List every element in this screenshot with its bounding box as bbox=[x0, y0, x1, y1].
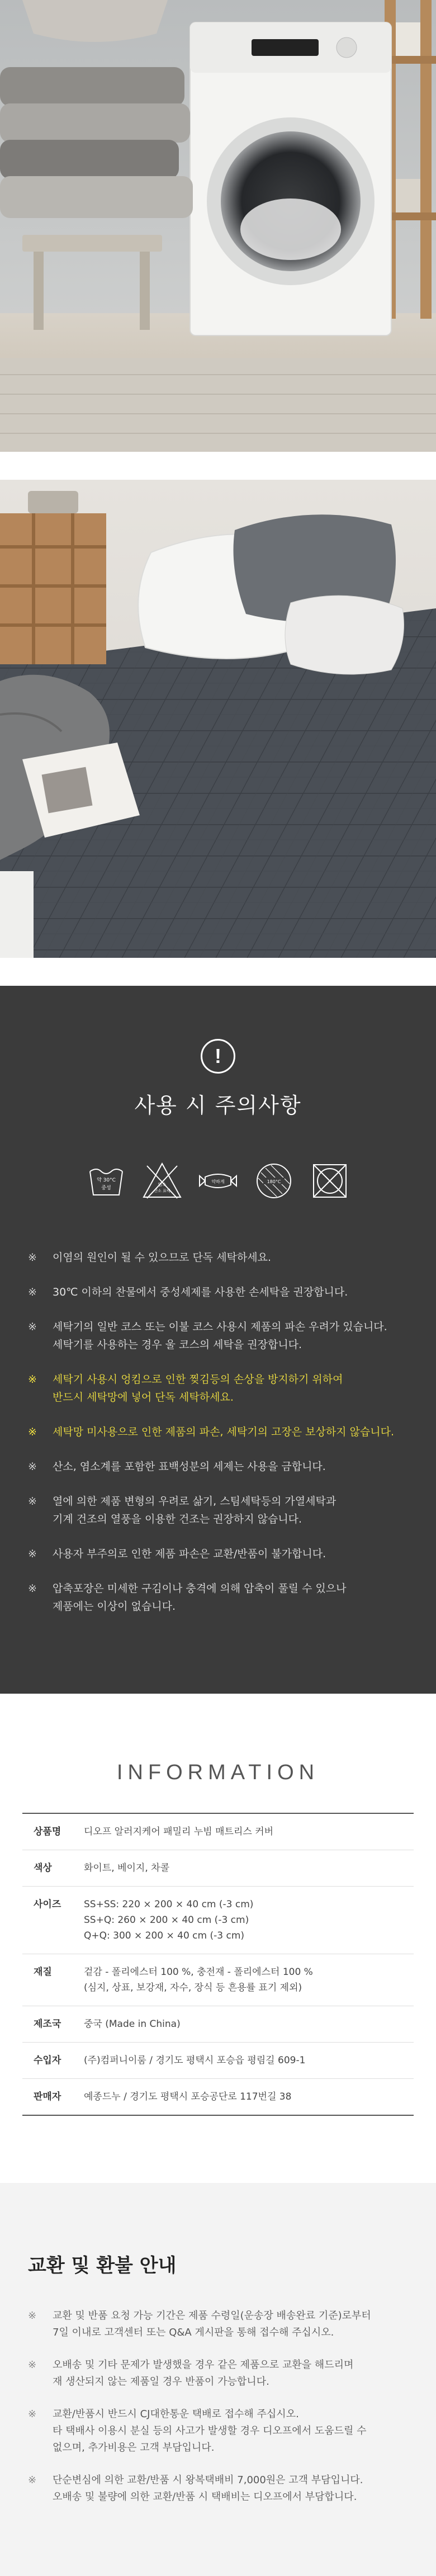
info-label: 재질 bbox=[22, 1954, 84, 2006]
caution-item-highlight bbox=[28, 1370, 408, 1406]
reference-mark: ※ bbox=[28, 2408, 37, 2420]
info-label: 수입자 bbox=[22, 2043, 84, 2079]
caution-item-text: 산소, 염소계를 포함한 표백성분의 세제는 사용을 금합니다. bbox=[53, 1460, 326, 1473]
caution-list bbox=[0, 1249, 436, 1615]
wash-temp-text: 약 30°C bbox=[97, 1178, 116, 1183]
reference-mark: ※ bbox=[28, 1548, 37, 1560]
wring-text: 약하게 bbox=[211, 1179, 225, 1184]
alert-symbol: ! bbox=[215, 1044, 221, 1067]
refund-title: 교환 및 환불 안내 bbox=[28, 2254, 177, 2277]
caution-item-text: 세탁기의 일반 코스 또는 이불 코스 사용시 제품의 파손 우려가 있습니다. 세탁기를 사용하는 경우 울 코스의 세탁을 권장합니다. bbox=[53, 1321, 387, 1351]
caution-item-text: 열에 의한 제품 변형의 우려로 삶기, 스팀세탁등의 가열세탁과 기계 건조의 열풍을 이용한 건조는 권장하지 않습니다. bbox=[53, 1495, 337, 1525]
bleach-text-1: 염소 bbox=[158, 1182, 167, 1187]
reference-mark: ※ bbox=[28, 2474, 37, 2486]
reference-mark: ※ bbox=[28, 2359, 37, 2371]
quilted-mattress-image bbox=[0, 480, 436, 958]
alert-icon bbox=[201, 1039, 235, 1074]
refund-item bbox=[28, 2472, 408, 2506]
information-section bbox=[0, 1694, 436, 2183]
caution-item bbox=[28, 1545, 408, 1563]
caution-item-text: 30℃ 이하의 찬물에서 중성세제를 사용한 손세탁을 권장합니다. bbox=[53, 1286, 348, 1298]
caution-item bbox=[28, 1492, 408, 1528]
info-label: 제조국 bbox=[22, 2006, 84, 2043]
info-label: 판매자 bbox=[34, 2091, 61, 2102]
caution-title: 사용 시 주의사항 bbox=[134, 1093, 302, 1118]
laundry-photo bbox=[0, 0, 436, 452]
refund-item-text: 교환/반품시 반드시 CJ대한통운 택배로 접수해 주십시오. 타 택배사 이용시 분실 등의 사고가 발생할 경우 디오프에서 도움드릴 수 없으며, 추가비용은 고객 부담입니다. bbox=[53, 2408, 367, 2454]
caution-item-text: 세탁기 사용시 엉킴으로 인한 찢김등의 손상을 방지하기 위하여 반드시 세탁망에 넣어 단독 세탁하세요. bbox=[53, 1373, 343, 1403]
refund-item bbox=[28, 2357, 408, 2390]
table-row bbox=[22, 1887, 414, 1954]
care-icons bbox=[0, 1160, 436, 1202]
laundry-scene-image bbox=[0, 0, 436, 452]
information-table bbox=[22, 1813, 414, 2116]
refund-item-text: 단순변심에 의한 교환/반품 시 왕복택배비 7,000원은 고객 부담입니다. 오배송 및 불량에 의한 교환/반품 시 택배비는 디오프에서 부담합니다. bbox=[53, 2474, 363, 2503]
info-value: (주)컴퍼니이룸 / 경기도 평택시 포승읍 평림길 609-1 bbox=[84, 2043, 414, 2079]
info-value: 겉감 - 폴리에스터 100 %, 충전재 - 폴리에스터 100 % (심지, 상표, 보강재, 자수, 장식 등 흔용률 표기 제외) bbox=[84, 1954, 414, 2006]
caution-section bbox=[0, 986, 436, 1694]
refund-item bbox=[28, 2308, 408, 2341]
bleach-text-2: 산소 표백 bbox=[154, 1189, 170, 1193]
iron-temp-text: 180°C bbox=[267, 1179, 281, 1184]
wash-30-icon bbox=[86, 1160, 127, 1202]
refund-section bbox=[0, 2183, 436, 2576]
info-label: 색상 bbox=[22, 1850, 84, 1887]
info-value: SS+SS: 220 × 200 × 40 cm (-3 cm) SS+Q: 260 × 200 × 40 cm (-3 cm) Q+Q: 300 × 200 × 40 cm (-3 cm) bbox=[84, 1887, 414, 1954]
info-value: 중국 (Made in China) bbox=[84, 2006, 414, 2043]
table-row bbox=[22, 2043, 414, 2079]
caution-item-text: 세탁망 미사용으로 인한 제품의 파손, 세탁기의 고장은 보상하지 않습니다. bbox=[53, 1426, 395, 1438]
reference-mark: ※ bbox=[28, 1286, 37, 1298]
refund-item bbox=[28, 2406, 408, 2456]
reference-mark: ※ bbox=[28, 1582, 37, 1595]
section-gap bbox=[0, 452, 436, 480]
reference-mark: ※ bbox=[28, 1251, 37, 1264]
table-row bbox=[22, 2006, 414, 2043]
reference-mark: ※ bbox=[28, 2310, 37, 2322]
table-row bbox=[22, 1813, 414, 1850]
info-value: 디오프 알러지케어 패밀리 누빔 매트리스 커버 bbox=[84, 1813, 414, 1850]
caution-item bbox=[28, 1580, 408, 1615]
table-row bbox=[22, 1850, 414, 1887]
caution-item-text: 이염의 원인이 될 수 있으므로 단독 세탁하세요. bbox=[53, 1251, 272, 1264]
table-row bbox=[22, 2079, 414, 2116]
reference-mark: ※ bbox=[28, 1321, 37, 1333]
information-title: INFORMATION bbox=[116, 1761, 320, 1784]
info-label: 사이즈 bbox=[22, 1887, 84, 1954]
wash-detergent-text: 중성 bbox=[101, 1185, 111, 1191]
reference-mark: ※ bbox=[28, 1460, 37, 1473]
caution-item bbox=[28, 1458, 408, 1476]
info-value: 예종드누 / 경기도 평택시 포승공단로 117번길 38 bbox=[84, 2091, 292, 2102]
no-tumble-dry-icon bbox=[309, 1160, 350, 1202]
caution-item-text: 압축포장은 미세한 구김이나 충격에 의해 압축이 풀릴 수 있으나 제품에는 이상이 없습니다. bbox=[53, 1582, 347, 1613]
section-gap bbox=[0, 958, 436, 986]
caution-item-text: 사용자 부주의로 인한 제품 파손은 교환/반품이 불가합니다. bbox=[53, 1548, 326, 1560]
caution-item bbox=[28, 1283, 408, 1301]
reference-mark: ※ bbox=[28, 1495, 37, 1507]
no-iron-icon bbox=[253, 1160, 295, 1202]
info-value: 화이트, 베이지, 차콜 bbox=[84, 1850, 414, 1887]
caution-item-highlight bbox=[28, 1423, 408, 1441]
reference-mark: ※ bbox=[28, 1373, 37, 1386]
no-bleach-icon bbox=[141, 1160, 183, 1202]
reference-mark: ※ bbox=[28, 1426, 37, 1438]
refund-item-text: 교환 및 반품 요청 가능 기간은 제품 수령일(운송장 배송완료 기준)로부터 7일 이내로 고객센터 또는 Q&A 게시판을 통해 접수해 주십시오. bbox=[53, 2310, 371, 2338]
refund-list bbox=[28, 2308, 408, 2506]
table-row bbox=[22, 1954, 414, 2006]
caution-item bbox=[28, 1318, 408, 1354]
info-label: 상품명 bbox=[22, 1813, 84, 1850]
refund-item-text: 오배송 및 기타 문제가 발생했을 경우 같은 제품으로 교환을 해드리며 재 생산되지 않는 제품일 경우 반품이 가능합니다. bbox=[53, 2359, 354, 2388]
mattress-photo bbox=[0, 480, 436, 958]
caution-item bbox=[28, 1249, 408, 1266]
gentle-wring-icon bbox=[197, 1160, 239, 1202]
